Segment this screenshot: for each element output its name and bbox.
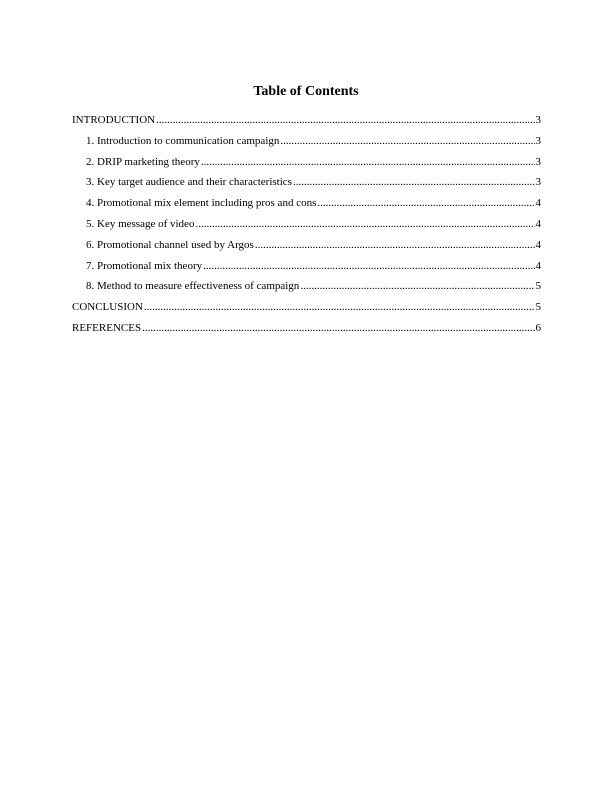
toc-leader-dots [195,218,534,231]
toc-leader-dots [255,239,535,252]
toc-entry-label: 3. Key target audience and their characteristics [86,176,292,189]
toc-entry-conclusion[interactable] [72,301,541,322]
toc-entry-page: 5 [535,301,541,314]
toc-entry-key-message[interactable] [72,218,541,239]
toc-entry-target-audience[interactable] [72,176,541,197]
toc-entry-page: 6 [535,321,541,334]
toc-leader-dots [300,280,534,293]
toc-leader-dots [203,260,534,273]
toc-leader-dots [317,197,534,210]
toc-entry-promotional-mix-element[interactable] [72,197,541,218]
toc-entry-promotional-channel[interactable] [72,239,541,260]
toc-entry-label: 5. Key message of video [86,217,195,230]
toc-entry-page: 3 [535,114,541,126]
toc-leader-dots [144,301,535,314]
toc-leader-dots [201,156,535,169]
toc-title: Table of Contents [253,84,359,99]
toc-entry-drip-marketing[interactable] [72,156,541,177]
toc-entry-page: 4 [535,259,541,272]
toc-entry-introduction[interactable] [72,114,541,135]
toc-entry-page: 5 [535,280,541,293]
toc-entry-page: 3 [535,155,541,168]
toc-entry-communication-campaign[interactable] [72,135,541,156]
toc-entry-page: 4 [535,238,541,251]
toc-leader-dots [156,114,534,127]
toc-entry-page: 3 [535,134,541,147]
toc-entry-page: 4 [535,217,541,230]
toc-entry-label: 1. Introduction to communication campaign [86,134,280,147]
toc-list [72,114,541,343]
toc-entry-label: CONCLUSION [72,301,143,314]
toc-leader-dots [293,176,535,189]
toc-entry-label: 8. Method to measure effectiveness of campaign [86,280,300,293]
toc-entry-label: 2. DRIP marketing theory [86,155,200,168]
toc-entry-label: 6. Promotional channel used by Argos [86,238,254,251]
toc-entry-page: 3 [535,176,541,189]
toc-leader-dots [142,322,534,335]
toc-entry-label: 4. Promotional mix element including pros and cons [86,197,317,210]
toc-entry-label: REFERENCES [72,321,142,334]
toc-entry-measure-effectiveness[interactable] [72,280,541,301]
toc-entry-promotional-mix-theory[interactable] [72,260,541,281]
toc-entry-label: 7. Promotional mix theory [86,259,203,272]
toc-entry-label: INTRODUCTION [72,114,156,126]
toc-entry-references[interactable] [72,322,541,343]
toc-leader-dots [280,135,534,148]
toc-entry-page: 4 [535,197,541,210]
